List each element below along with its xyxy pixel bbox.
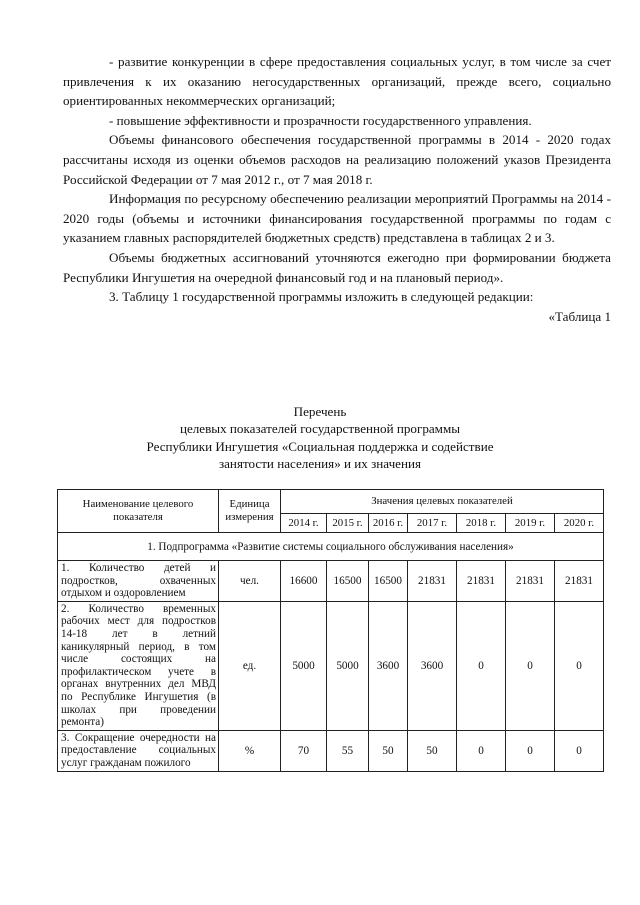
heading-line: занятости населения» и их значения	[218, 456, 422, 472]
indicator-name: 3. Сокращение очередности на предоставление социальных услуг гражданам пожилого	[58, 730, 219, 771]
paragraph: Объемы финансового обеспечения государственной программы в 2014 - 2020 годах рассчитаны исходя из оценки объемов расходов на реализацию положений указов Президента Российской Федерации от 7 мая 2012 г., от 7 мая 2018 г.	[63, 132, 611, 187]
table-label: «Таблица 1	[548, 308, 611, 324]
year-header: 2019 г.	[506, 514, 555, 533]
indicator-value: 0	[555, 601, 604, 730]
indicator-value: 55	[327, 730, 369, 771]
year-header: 2018 г.	[457, 514, 506, 533]
indicator-value: 0	[506, 730, 555, 771]
heading-line: Республики Ингушетия «Социальная поддержка и содействие	[146, 438, 494, 454]
header-name: Наименование целевого показателя	[58, 490, 219, 533]
year-header: 2020 г.	[555, 514, 604, 533]
indicator-value: 16600	[281, 561, 327, 602]
indicator-value: 16500	[327, 561, 369, 602]
table-heading	[0, 403, 640, 473]
header-values: Значения целевых показателей	[281, 490, 604, 514]
indicator-value: 0	[457, 601, 506, 730]
table-row	[58, 730, 604, 771]
header-unit: Единица измерения	[219, 490, 281, 533]
paragraph: - повышение эффективности и прозрачности государственного управления.	[109, 112, 532, 128]
indicator-value: 70	[281, 730, 327, 771]
year-header: 2014 г.	[281, 514, 327, 533]
paragraph: Объемы бюджетных ассигнований уточняются ежегодно при формировании бюджета Республики Ингушетия на очередной финансовый год и на плановый период».	[63, 249, 611, 285]
heading-line: Перечень	[293, 404, 347, 419]
paragraph: Информация по ресурсному обеспечению реализации мероприятий Программы на 2014 - 2020 годы (объемы и источники финансирования государственной программы по годам с указанием главных распорядителей бюджетных средств) представлена в таблицах 2 и 3.	[63, 191, 611, 246]
indicator-name: 2. Количество временных рабочих мест для подростков 14-18 лет в летний каникулярный период, в том числе состоящих на профилактическом учете в органах внутренних дел МВД по Республике Ингушетия (в школах при проведении ремонта)	[58, 601, 219, 730]
indicator-unit: чел.	[219, 561, 281, 602]
table-row	[58, 561, 604, 602]
body-text	[63, 52, 611, 326]
indicator-name: 1. Количество детей и подростков, охваченных отдыхом и оздоровлением	[58, 561, 219, 602]
indicator-value: 21831	[457, 561, 506, 602]
indicator-value: 3600	[408, 601, 457, 730]
indicator-value: 21831	[555, 561, 604, 602]
indicators-table	[57, 489, 604, 772]
indicator-value: 0	[457, 730, 506, 771]
indicator-value: 0	[506, 601, 555, 730]
year-header: 2017 г.	[408, 514, 457, 533]
indicator-value: 16500	[369, 561, 408, 602]
heading-line: целевых показателей государственной программы	[179, 421, 461, 437]
year-header: 2016 г.	[369, 514, 408, 533]
indicator-value: 21831	[506, 561, 555, 602]
indicator-value: 50	[408, 730, 457, 771]
subprogram-row: 1. Подпрограмма «Развитие системы социального обслуживания населения»	[58, 533, 604, 561]
indicator-value: 5000	[281, 601, 327, 730]
indicator-unit: %	[219, 730, 281, 771]
indicator-value: 5000	[327, 601, 369, 730]
indicator-unit: ед.	[219, 601, 281, 730]
paragraph: 3. Таблицу 1 государственной программы изложить в следующей редакции:	[109, 289, 534, 305]
indicator-value: 21831	[408, 561, 457, 602]
indicator-value: 0	[555, 730, 604, 771]
paragraph: - развитие конкуренции в сфере предоставления социальных услуг, в том числе за счет привлечения к их оказанию негосударственных организаций, прежде всего, социально ориентированных некоммерческих организаций;	[63, 54, 611, 109]
indicator-value: 3600	[369, 601, 408, 730]
indicator-value: 50	[369, 730, 408, 771]
table-row	[58, 601, 604, 730]
year-header: 2015 г.	[327, 514, 369, 533]
